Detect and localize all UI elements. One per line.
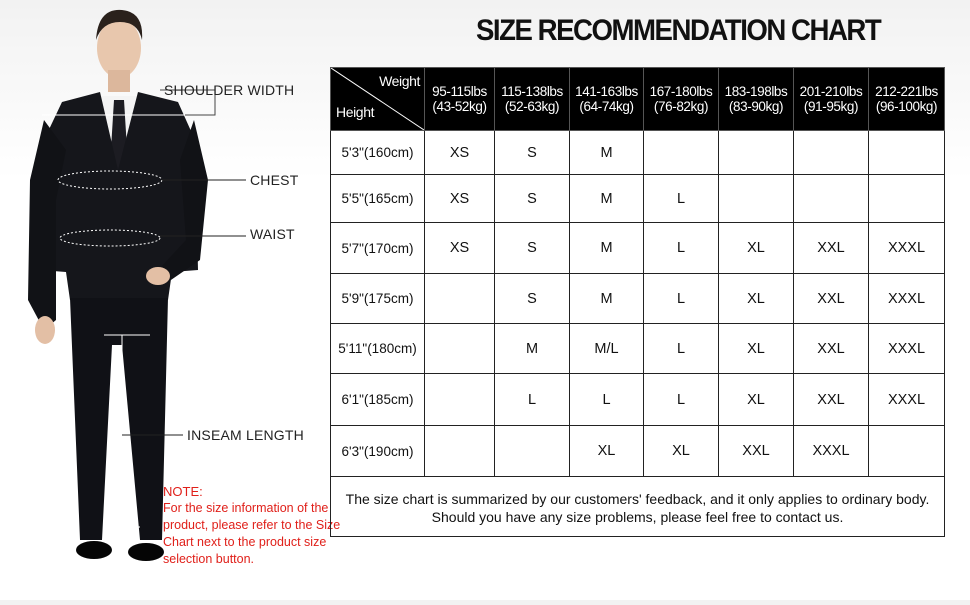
size-note (163, 483, 343, 568)
table-row (331, 223, 945, 274)
size-chart-disclaimer (331, 477, 945, 537)
weight-column-header (794, 68, 869, 131)
size-cell: M (570, 131, 644, 175)
size-cell: S (495, 223, 570, 274)
size-cell (425, 374, 495, 426)
size-cell: M (570, 223, 644, 274)
weight-kg: (76-82kg) (653, 99, 709, 114)
size-cell: XL (719, 223, 794, 274)
height-cell: 5'3"(160cm) (331, 131, 425, 175)
size-cell: XL (719, 274, 794, 324)
size-cell: L (644, 274, 719, 324)
weight-lbs: 115-138lbs (501, 84, 563, 99)
size-cell: XL (644, 426, 719, 477)
height-cell: 5'11"(180cm) (331, 324, 425, 374)
size-cell: L (644, 223, 719, 274)
table-row (331, 426, 945, 477)
size-cell: XXXL (794, 426, 869, 477)
size-cell (794, 131, 869, 175)
size-cell: M (495, 324, 570, 374)
height-cell: 5'5"(165cm) (331, 175, 425, 223)
size-cell (644, 131, 719, 175)
weight-lbs: 183-198lbs (724, 84, 788, 99)
note-text: For the size information of the product, please refer to the Size Chart next to the product size selection button. (163, 501, 341, 566)
size-cell: L (495, 374, 570, 426)
size-cell: XXXL (869, 223, 945, 274)
size-cell: XXXL (869, 324, 945, 374)
weight-kg: (64-74kg) (579, 99, 634, 114)
height-cell: 5'9"(175cm) (331, 274, 425, 324)
size-cell (425, 274, 495, 324)
size-cell: XXL (719, 426, 794, 477)
weight-kg: (52-63kg) (504, 99, 560, 114)
weight-column-header (719, 68, 794, 131)
size-cell (495, 426, 570, 477)
size-cell (869, 175, 945, 223)
size-cell: S (495, 131, 570, 175)
size-cell: XXL (794, 324, 869, 374)
weight-kg: (91-95kg) (803, 99, 859, 114)
size-cell: XS (425, 131, 495, 175)
note-title: NOTE: (163, 484, 203, 499)
size-cell: L (570, 374, 644, 426)
table-row (331, 131, 945, 175)
weight-kg: (83-90kg) (728, 99, 784, 114)
size-cell: XXXL (869, 274, 945, 324)
height-cell: 6'1"(185cm) (331, 374, 425, 426)
size-cell (794, 175, 869, 223)
size-cell: XL (570, 426, 644, 477)
size-cell (869, 131, 945, 175)
size-cell: L (644, 175, 719, 223)
chest-label: CHEST (250, 172, 299, 188)
weight-lbs: 95-115lbs (432, 84, 487, 99)
size-cell: XL (719, 324, 794, 374)
footer-row (331, 477, 945, 537)
table-row (331, 175, 945, 223)
table-row (331, 274, 945, 324)
size-cell: M/L (570, 324, 644, 374)
size-cell: XXL (794, 274, 869, 324)
table-row (331, 374, 945, 426)
weight-lbs: 212-221lbs (875, 84, 938, 99)
size-cell (719, 131, 794, 175)
shoulder-width-label: SHOULDER WIDTH (164, 82, 295, 98)
size-cell: S (495, 274, 570, 324)
weight-column-header (644, 68, 719, 131)
size-cell (869, 426, 945, 477)
size-cell: XL (719, 374, 794, 426)
weight-lbs: 167-180lbs (649, 84, 713, 99)
size-cell: XXL (794, 223, 869, 274)
size-cell: M (570, 274, 644, 324)
size-cell: XXL (794, 374, 869, 426)
height-cell: 5'7"(170cm) (331, 223, 425, 274)
disclaimer-line-1: The size chart is summarized by our customers' feedback, and it only applies to ordinary body. (345, 490, 930, 507)
weight-column-header (495, 68, 570, 131)
size-cell: L (644, 324, 719, 374)
disclaimer-line-2: Should you have any size problems, please feel free to contact us. (431, 508, 844, 525)
size-cell: M (570, 175, 644, 223)
size-cell: S (495, 175, 570, 223)
chart-title: SIZE RECOMMENDATION CHART (476, 14, 881, 47)
weight-corner-label: Weight (379, 73, 420, 89)
weight-kg: (43-52kg) (432, 99, 487, 114)
height-cell: 6'3"(190cm) (331, 426, 425, 477)
weight-column-header (869, 68, 945, 131)
size-cell: L (644, 374, 719, 426)
size-recommendation-table (330, 67, 945, 537)
weight-column-header (425, 68, 495, 131)
weight-lbs: 201-210lbs (799, 84, 863, 99)
size-cell: XXXL (869, 374, 945, 426)
weight-column-header (570, 68, 644, 131)
size-cell: XS (425, 175, 495, 223)
weight-lbs: 141-163lbs (575, 84, 638, 99)
size-cell (425, 324, 495, 374)
waist-label: WAIST (250, 226, 295, 242)
weight-kg: (96-100kg) (875, 99, 938, 114)
corner-header (331, 68, 425, 131)
size-cell (719, 175, 794, 223)
header-row (331, 68, 945, 131)
inseam-length-label: INSEAM LENGTH (187, 427, 304, 443)
height-corner-label: Height (336, 104, 375, 120)
size-cell (425, 426, 495, 477)
size-cell: XS (425, 223, 495, 274)
table-row (331, 324, 945, 374)
